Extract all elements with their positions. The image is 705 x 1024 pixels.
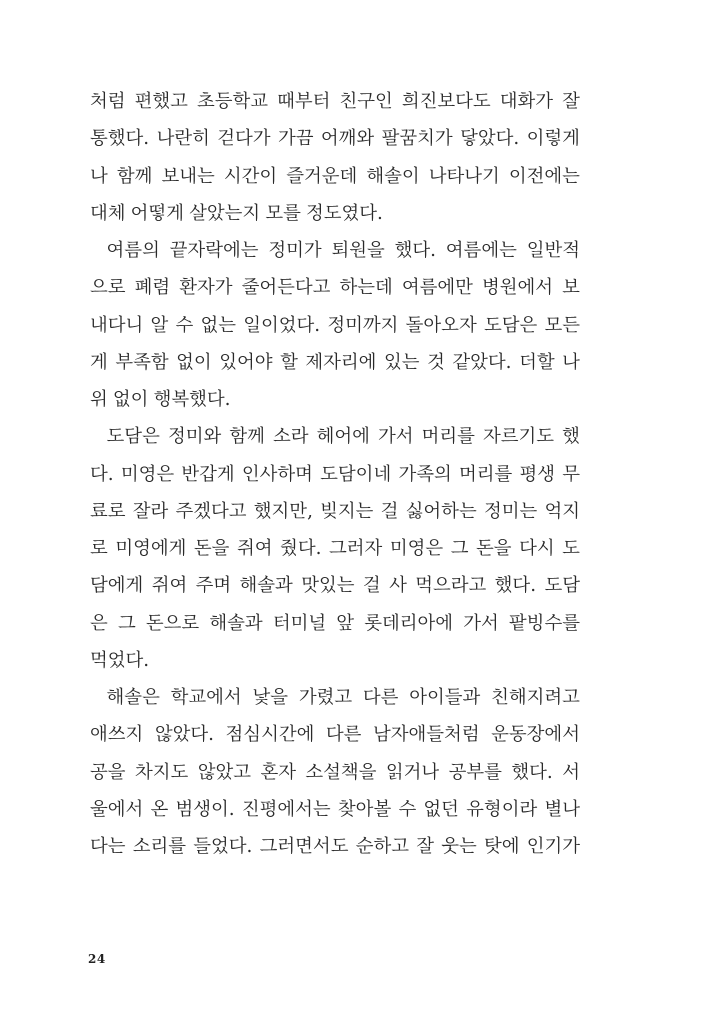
text-line [90,83,580,120]
word: 롯데리아에 [364,612,454,634]
text-line [90,344,580,381]
word: 으로 [90,277,126,299]
text-line [90,530,580,567]
text-line [90,642,580,679]
word: 함께 [229,426,265,448]
word: 웃는 [441,836,477,857]
word: 걸 [380,500,399,522]
word: 없던 [423,798,459,820]
word: 인사하며 [241,463,313,485]
word: 끝자락에는 [169,240,259,261]
word: 머리를 [421,426,475,448]
word: 싫어하는 [405,500,477,522]
text-line [90,307,580,344]
word: 했지만, [253,500,313,522]
word: 일이었다. [243,314,321,336]
text-line [90,269,580,306]
word: 미영에게 [115,538,187,559]
word: 터미널 [272,612,327,634]
page-number: 24 [88,952,106,966]
word: 시간이 [223,165,278,187]
text-line [90,232,580,269]
word: 가렸고 [298,687,353,708]
text-line [90,791,580,828]
word: 미영은 [120,463,175,485]
word: 해솔은 [106,687,160,708]
word: 잘 [562,91,580,112]
word: 친구인 [339,91,393,112]
word: 도담이네 [320,463,392,485]
word: 이렇게 [526,128,580,150]
word: 돈을 [193,538,230,559]
word: 팥빙수를 [508,612,580,634]
word: 폐렴 [134,277,171,299]
word: 점심시간에 [225,724,315,746]
word: 유형이라 [466,798,538,820]
word: 가족의 [398,463,452,485]
word: 담에게 [90,575,144,597]
word: 가서 [463,612,499,634]
word: 정미까지 [327,314,399,336]
word: 정미가 [268,240,322,261]
word: 퇴원을 [331,240,385,261]
word: 읽거나 [385,761,440,783]
word: 찾아볼 [337,798,392,820]
word: 무 [562,463,580,485]
word: 대체 [90,202,126,224]
word: 억지 [544,500,580,522]
word: 여름의 [106,240,160,261]
word: 순하고 [355,836,409,857]
word: 탓에 [483,836,520,857]
word: 낯을 [252,687,289,708]
word: 행복했다. [153,389,231,410]
word: 초등학교 [196,91,269,112]
word: 걸 [362,575,381,597]
word: 있어야 [219,351,273,373]
word: 정미는 [483,500,538,522]
word: 대화가 [499,91,554,112]
word: 함께 [116,165,153,187]
word: 쥐여 [237,538,273,559]
word: 해솔과 [209,612,263,634]
word: 도 [562,538,580,559]
word: 앞 [336,612,355,634]
word: 알 [150,314,169,336]
word: 주겠다고 [175,500,247,522]
word: 울에서 [90,798,144,820]
word: 도담은 [106,426,160,448]
word: 게 [90,351,108,373]
word: 편했고 [134,91,188,112]
word: 소라 [272,426,309,448]
word: 했다. [511,761,553,783]
word: 사 [389,575,407,597]
word: 했다. [494,575,537,597]
word: 아이들과 [409,687,481,708]
word: 도담 [544,575,580,597]
word: 정도였다. [305,202,383,224]
word: 별나 [544,798,580,820]
word: 그러자 [329,538,383,559]
word: 있는 [384,351,420,373]
word: 정미와 [167,426,222,448]
word: 어떻게 [130,202,184,224]
word: 온 [150,798,169,820]
word: 먹으라고 [415,575,487,597]
word: 처럼 [90,91,126,112]
word: 어깨와 [320,128,375,150]
text-line [90,120,580,157]
word: 줄어든다고 [241,277,331,299]
word: 도담은 [483,314,538,336]
word: 나란히 [156,128,210,150]
word: 나 [562,351,580,373]
text-line [90,418,580,455]
word: 할 [280,351,298,373]
word: 헤어에 [316,426,370,448]
word: 제자리에 [305,351,377,373]
word: 일반적 [526,240,580,261]
word: 했다. [394,240,436,261]
word: 서 [562,761,580,783]
word: 이전에는 [508,165,580,187]
text-line [90,456,580,493]
word: 로 [90,538,108,559]
text-line [90,828,580,865]
word: 팔꿈치가 [381,128,453,150]
word: 주며 [195,575,232,597]
word: 들었다. [193,836,253,857]
word: 여름에는 [445,240,517,261]
word: 공부를 [448,761,502,783]
word: 가끔 [277,128,314,150]
text-line [90,493,580,530]
word: 즐거운데 [286,165,358,187]
word: 빚지는 [320,500,374,522]
word: 가서 [377,426,414,448]
word: 돈을 [476,538,512,559]
word: 그러면서도 [259,836,349,857]
word: 했 [562,426,580,448]
word: 병원에서 [482,277,554,299]
word: 먹었다. [90,649,150,671]
word: 공을 [90,761,126,783]
word: 없이 [176,351,212,373]
word: 더할 [519,351,555,373]
text-line [90,195,580,232]
word: 그 [450,538,469,559]
word: 다. [90,463,114,485]
word: 것 [427,351,445,373]
word: 살았는지 [189,202,261,224]
word: 나 [90,165,108,187]
word: 돈으로 [145,612,200,634]
word: 애쓰지 [90,724,144,746]
word: 수 [175,314,194,336]
text-line [90,716,580,753]
word: 없이 [112,389,149,410]
word: 다는 [90,836,126,857]
word: 통했다. [90,128,150,150]
word: 미영은 [389,538,444,559]
word: 머리를 [458,463,513,485]
word: 해솔과 [239,575,293,597]
word: 환자가 [179,277,233,299]
word: 모를 [265,202,301,224]
word: 여름에만 [401,277,473,299]
word: 나타나기 [428,165,500,187]
word: 은 [90,612,108,634]
word: 남자애들처럼 [373,724,480,746]
word: 부족함 [115,351,169,373]
word: 운동장에서 [491,724,580,746]
word: 수 [398,798,417,820]
word: 보 [562,277,580,299]
word: 보내는 [161,165,215,187]
word: 소설책을 [305,761,377,783]
word: 료로 [90,500,126,522]
word: 범생이. [175,798,235,820]
word: 쥐여 [151,575,188,597]
word: 모든 [544,314,580,336]
word: 없는 [200,314,237,336]
body-text [90,83,580,865]
text-line [90,381,580,418]
word: 희진보다도 [401,91,491,112]
word: 돌아오자 [405,314,477,336]
word: 다른 [325,724,362,746]
word: 학교에서 [170,687,242,708]
text-line [90,567,580,604]
text-line [90,754,580,791]
text-line [90,679,580,716]
word: 않았다. [154,724,214,746]
word: 평생 [519,463,555,485]
word: 잘 [416,836,434,857]
word: 않았고 [197,761,251,783]
word: 차지도 [134,761,189,783]
word: 걷다가 [217,128,271,150]
word: 때부터 [277,91,331,112]
text-line [90,158,580,195]
word: 그 [117,612,136,634]
word: 인기가 [526,836,580,857]
word: 줬다. [280,538,322,559]
word: 닿았다. [460,128,520,150]
word: 내다니 [90,314,144,336]
word: 혼자 [260,761,296,783]
word: 다시 [519,538,555,559]
word: 맛있는 [301,575,355,597]
word: 소리를 [132,836,187,857]
word: 잘라 [132,500,169,522]
text-line [90,605,580,642]
word: 하는데 [339,277,393,299]
word: 같았다. [452,351,512,373]
word: 친해지려고 [491,687,580,708]
word: 해솔이 [366,165,420,187]
word: 다른 [362,687,399,708]
word: 위 [90,389,108,410]
word: 자르기도 [482,426,555,448]
word: 반갑게 [181,463,235,485]
word: 진평에서는 [241,798,331,820]
